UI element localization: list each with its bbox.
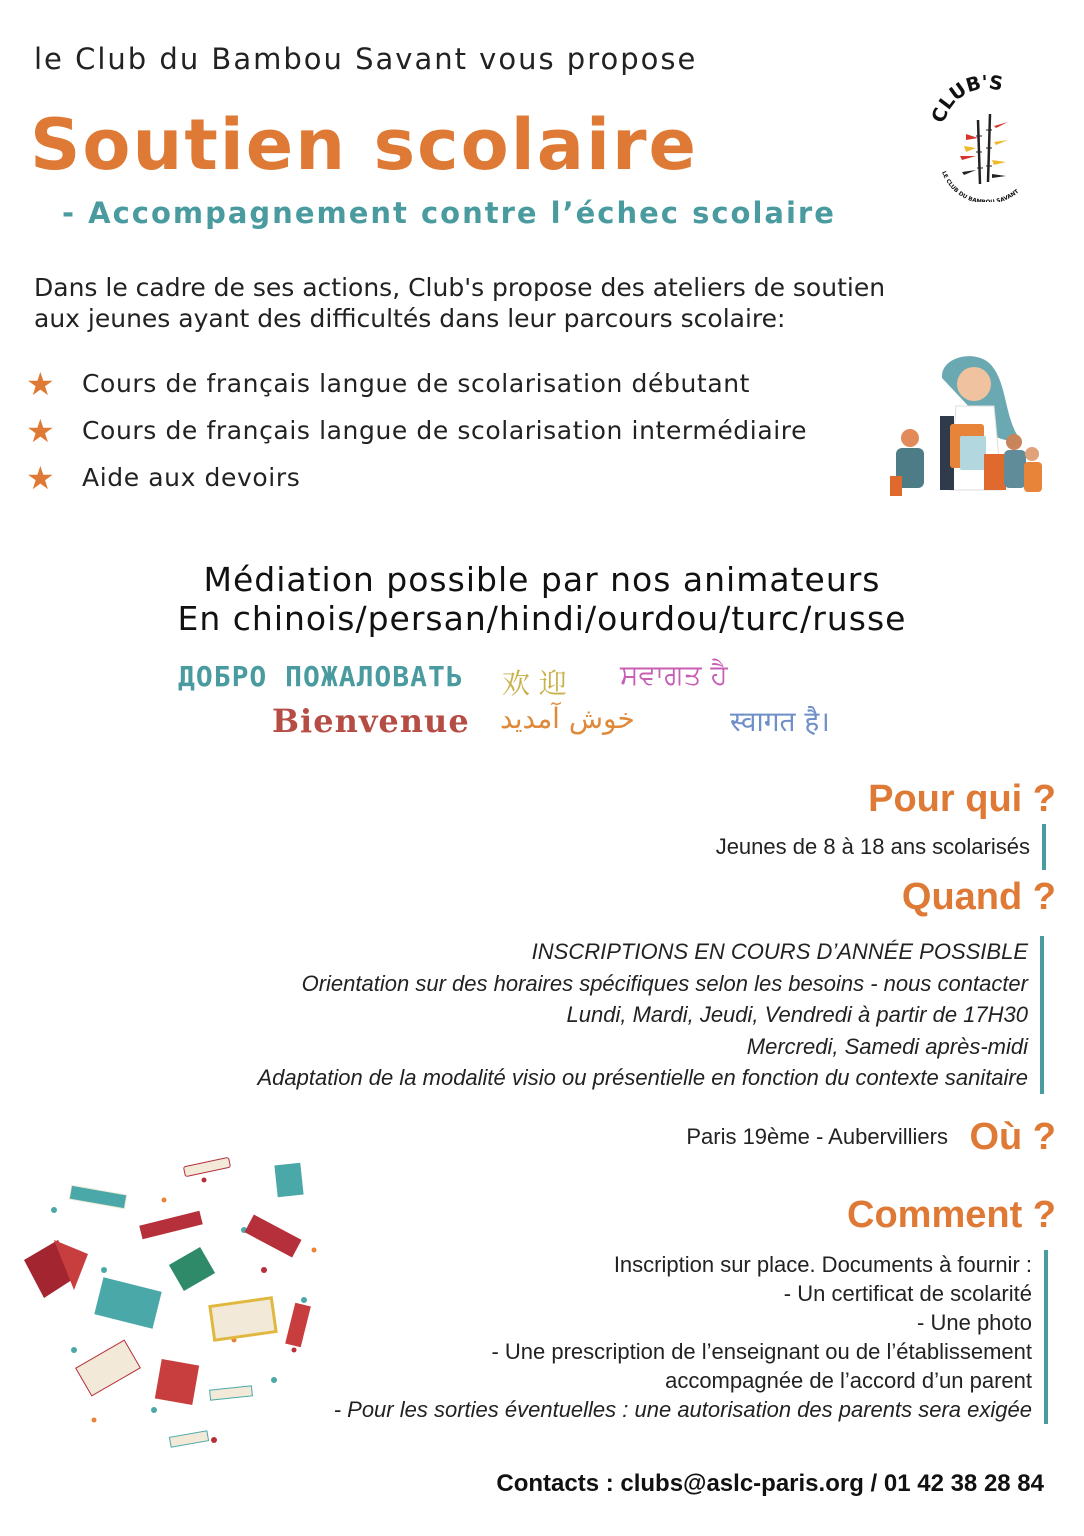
pour-qui-title: Pour qui ? (868, 778, 1056, 820)
list-item (26, 454, 807, 501)
page-title: Soutien scolaire (30, 104, 698, 186)
comment-line-5: accompagnée de l’accord d’un parent (665, 1368, 1032, 1393)
mediation-line-1: Médiation possible par nos animateurs (203, 560, 881, 599)
logo-name: CLUB'S (930, 72, 1005, 126)
bamboo-logo-icon (930, 72, 1040, 202)
quand-line-1: INSCRIPTIONS EN COURS D’ANNÉE POSSIBLE (531, 939, 1028, 964)
star-icon: ★ (26, 458, 56, 497)
svg-text:CLUB'S (930, 72, 1005, 126)
contact-info: Contacts : clubs@aslc-paris.org / 01 42 38 28 84 (496, 1470, 1044, 1497)
books-illustration (14, 1150, 324, 1460)
clubs-logo (930, 72, 1040, 202)
quand-block (258, 936, 1045, 1094)
page-subtitle: - Accompagnement contre l’échec scolaire (62, 196, 836, 230)
list-item-label: Cours de français langue de scolarisation intermédiaire (82, 416, 808, 445)
description-line-2: aux jeunes ayant des difficultés dans leur parcours scolaire: (34, 304, 786, 333)
star-icon: ★ (26, 411, 56, 450)
quand-line-4: Mercredi, Samedi après-midi (746, 1033, 1028, 1059)
comment-title: Comment ? (847, 1194, 1056, 1236)
pour-qui-block (716, 824, 1046, 870)
quand-title: Quand ? (901, 876, 1056, 918)
quand-line-5: Adaptation de la modalité visio ou présentielle en fonction du contexte sanitaire (257, 1065, 1028, 1090)
welcome-hindi: स्वागत है। (730, 705, 830, 738)
list-item (26, 407, 807, 454)
comment-line-1: Inscription sur place. Documents à fournir : (613, 1252, 1032, 1277)
comment-block (334, 1250, 1048, 1424)
comment-line-2: - Un certificat de scolarité (783, 1281, 1032, 1306)
list-item (26, 360, 807, 407)
intro-line: le Club du Bambou Savant vous propose (34, 42, 698, 76)
quand-line-3: Lundi, Mardi, Jeudi, Vendredi à partir de 17H30 (566, 1002, 1028, 1027)
welcome-punjabi: ਸਵਾਗਤ ਹੈ (620, 658, 728, 691)
students-illustration (880, 350, 1050, 505)
ou-text: Paris 19ème - Aubervilliers (686, 1124, 948, 1149)
mediation-text (0, 560, 1084, 638)
quand-line-2: Orientation sur des horaires spécifiques selon les besoins - nous contacter (301, 970, 1028, 996)
logo-caption: LE CLUB DU BA SAVANT (940, 170, 1021, 202)
star-icon: ★ (26, 364, 56, 403)
list-item-label: Aide aux devoirs (82, 463, 301, 492)
comment-line-3: - Une photo (917, 1310, 1032, 1335)
pour-qui-text: Jeunes de 8 à 18 ans scolarisés (715, 834, 1030, 859)
list-item-label: Cours de français langue de scolarisation débutant (82, 369, 751, 398)
welcome-russian: ДОБРО ПОЖАЛОВАТЬ (178, 660, 464, 693)
ou-title: Où ? (969, 1116, 1056, 1158)
mediation-line-2: En chinois/persan/hindi/ourdou/turc/russe (177, 599, 907, 638)
description-line-1: Dans le cadre de ses actions, Club's propose des ateliers de soutien (34, 273, 886, 302)
comment-line-4: - Une prescription de l’enseignant ou de l’établissement (491, 1339, 1032, 1364)
course-list (26, 360, 807, 501)
welcome-chinese: 欢 迎 (502, 667, 567, 700)
welcome-persian: خوش آمدید (500, 702, 635, 735)
comment-line-6: - Pour les sorties éventuelles : une autorisation des parents sera exigée (333, 1397, 1032, 1422)
welcome-french: Bienvenue (272, 702, 470, 740)
description (34, 272, 885, 334)
